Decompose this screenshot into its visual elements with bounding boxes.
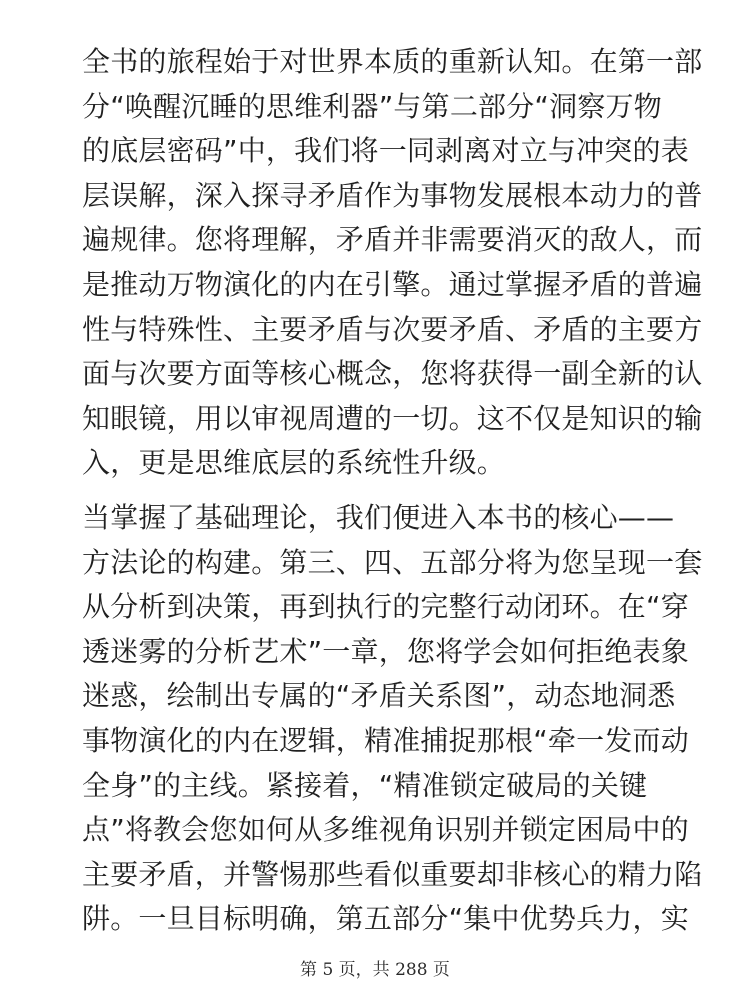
text-line: 方法论的构建。第三、四、五部分将为您呈现一套 xyxy=(82,545,703,579)
text-line: 是推动万物演化的内在引擎。通过掌握矛盾的普遍 xyxy=(82,267,703,301)
text-line: 事物演化的内在逻辑，精准捕捉那根“牵一发而动 xyxy=(82,723,689,757)
text-line: 的底层密码”中，我们将一同剥离对立与冲突的表 xyxy=(82,134,689,168)
text-line: 分“唤醒沉睡的思维利器”与第二部分“洞察万物 xyxy=(82,89,662,123)
text-line: 全身”的主线。紧接着，“精准锁定破局的关键 xyxy=(82,768,648,802)
text-line: 层误解，深入探寻矛盾作为事物发展根本动力的普 xyxy=(82,178,703,212)
page-body-text xyxy=(82,40,703,952)
text-line: 遍规律。您将理解，矛盾并非需要消灭的敌人，而 xyxy=(82,223,703,257)
text-line: 迷惑，绘制出专属的“矛盾关系图”，动态地洞悉 xyxy=(82,679,676,713)
text-line: 面与次要方面等核心概念，您将获得一副全新的认 xyxy=(82,357,703,391)
text-line: 知眼镜，用以审视周遭的一切。这不仅是知识的输 xyxy=(82,401,703,435)
text-line: 入，更是思维底层的系统性升级。 xyxy=(82,446,506,480)
text-line: 阱。一旦目标明确，第五部分“集中优势兵力，实 xyxy=(82,902,689,936)
text-line: 主要矛盾，并警惕那些看似重要却非核心的精力陷 xyxy=(82,857,703,891)
text-line: 从分析到决策，再到执行的完整行动闭环。在“穿 xyxy=(82,590,689,624)
text-line: 全书的旅程始于对世界本质的重新认知。在第一部 xyxy=(82,45,703,78)
text-line: 透迷雾的分析艺术”一章，您将学会如何拒绝表象 xyxy=(82,634,689,668)
page-footer: 第 5 页，共 288 页 xyxy=(300,960,450,980)
paragraph-1 xyxy=(82,40,703,486)
text-line: 当掌握了基础理论，我们便进入本书的核心—— xyxy=(82,500,675,534)
paragraph-2 xyxy=(82,496,703,942)
text-line: 性与特殊性、主要矛盾与次要矛盾、矛盾的主要方 xyxy=(82,312,703,346)
text-line: 点”将教会您如何从多维视角识别并锁定困局中的 xyxy=(82,813,689,847)
